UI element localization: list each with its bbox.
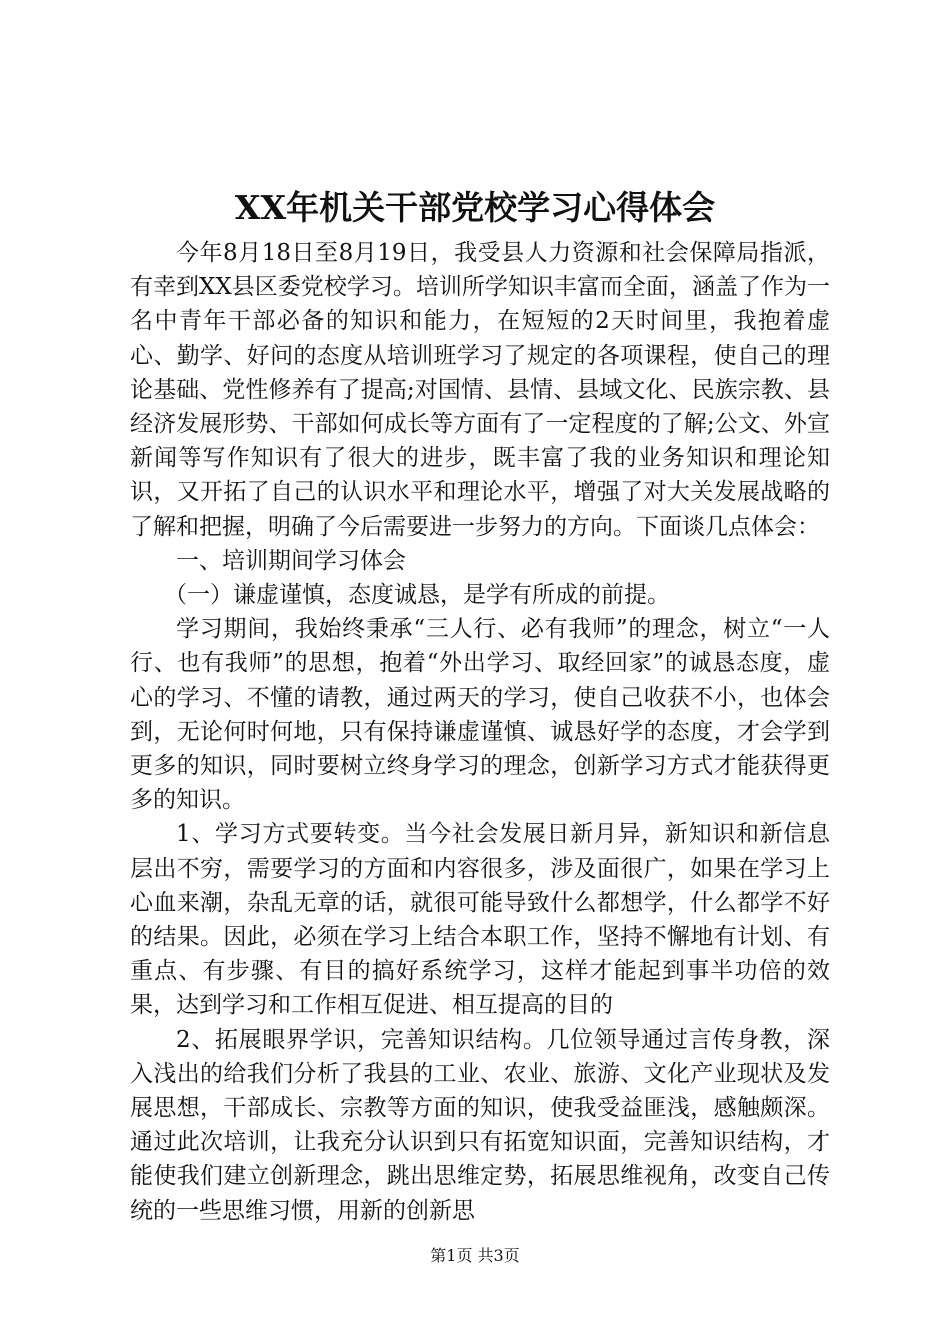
page-footer: 第1页 共3页 bbox=[430, 1246, 520, 1265]
document-body bbox=[130, 236, 830, 1228]
paragraph-learning-attitude: 学习期间，我始终秉承“三人行、必有我师”的理念，树立“一人行、也有我师”的思想，抱着“外出学习、取经回家”的诚恳态度，虚心的学习、不懂的请教，通过两天的学习，使自己收获不小，也体会到，无论何时何地，只有保持谦虚谨慎、诚恳好学的态度，才会学到更多的知识，同时要树立终身学习的理念，创新学习方式才能获得更多的知识。 bbox=[130, 616, 830, 814]
section-heading: 一、培训期间学习体会 bbox=[176, 547, 406, 574]
paragraph-point-1: 1、学习方式要转变。当今社会发展日新月异，新知识和新信息层出不穷，需要学习的方面和内容很多，涉及面很广，如果在学习上心血来潮，杂乱无章的话，就很可能导致什么都想学，什么都学不好的结果。因此，必须在学习上结合本职工作，坚持不懈地有计划、有重点、有步骤、有目的搞好系统学习，这样才能起到事半功倍的效果，达到学习和工作相互促进、相互提高的目的 bbox=[130, 821, 830, 1019]
document-title: XX年机关干部党校学习心得体会 bbox=[234, 188, 716, 227]
paragraph-point-2: 2、拓展眼界学识，完善知识结构。几位领导通过言传身教，深入浅出的给我们分析了我县的工业、农业、旅游、文化产业现状及发展思想，干部成长、宗教等方面的知识，使我受益匪浅，感触颇深。通过此次培训，让我充分认识到只有拓宽知识面，完善知识结构，才能使我们建立创新理念，跳出思维定势，拓展思维视角，改变自己传统的一些思维习惯，用新的创新思 bbox=[130, 1026, 830, 1224]
paragraph-intro: 今年8月18日至8月19日，我受县人力资源和社会保障局指派，有幸到XX县区委党校学习。培训所学知识丰富而全面，涵盖了作为一名中青年干部必备的知识和能力，在短短的2天时间里，我抱着虚心、勤学、好问的态度从培训班学习了规定的各项课程，使自己的理论基础、党性修养有了提高;对国情、县情、县域文化、民族宗教、县经济发展形势、干部如何成长等方面有了一定程度的了解;公文、外宣新闻等写作知识有了很大的进步，既丰富了我的业务知识和理论知识，又开拓了自己的认识水平和理论水平，增强了对大关发展战略的了解和把握，明确了今后需要进一步努力的方向。下面谈几点体会： bbox=[130, 240, 830, 540]
subsection-heading: （一）谦虚谨慎，态度诚恳，是学有所成的前提。 bbox=[164, 582, 670, 609]
